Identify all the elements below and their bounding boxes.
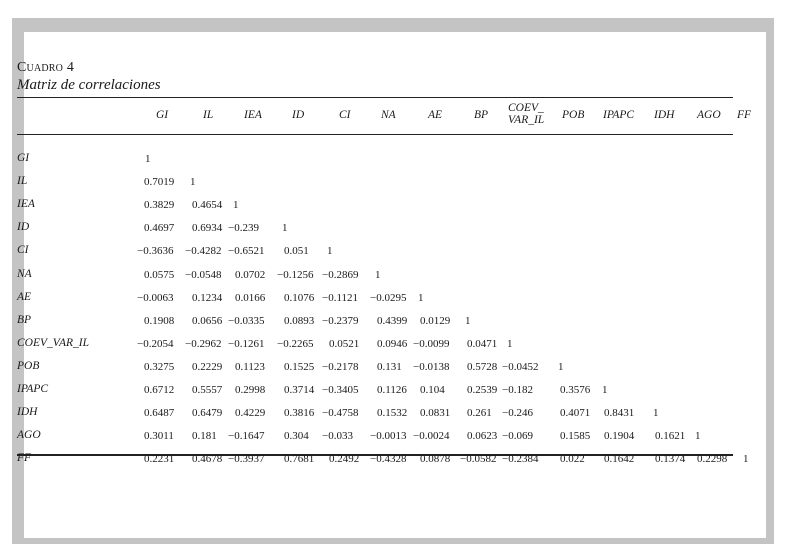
table-cell: −0.239 [228,222,259,235]
caption-number: 4 [66,60,75,75]
table-cell: 0.1234 [192,291,223,304]
table-cell: 1 [695,430,701,443]
table-cell: 0.304 [284,430,309,443]
row-label: COEV_VAR_IL [17,336,89,349]
column-header: POB [562,109,585,121]
table-cell: 0.051 [284,245,309,258]
table-cell: −0.0548 [185,268,222,281]
table-cell: 1 [282,222,288,235]
table-cell: −0.0063 [137,291,174,304]
table-cell: −0.2962 [185,337,222,350]
table-cell: −0.1647 [228,430,265,443]
table-cell: 0.0946 [377,337,408,350]
table-cell: 1 [145,153,151,165]
column-header: IEA [244,109,262,121]
caption-label-text: Cuadro [17,60,64,75]
row-label: IPAPC [17,383,49,395]
table-cell: 0.1126 [377,384,407,396]
table-cell: −0.2379 [322,314,359,327]
table-cell: 0.4399 [377,314,408,327]
table-cell: −0.0295 [370,291,407,304]
row-label: AE [17,290,32,303]
row-label: IEA [17,198,35,211]
table-cell: −0.0138 [413,360,450,373]
table-cell: 0.104 [420,384,445,396]
column-header: NA [381,109,396,121]
table-cell: 0.181 [192,430,217,443]
table-cell: 0.022 [560,453,585,466]
table-cell: −0.033 [322,430,353,443]
table-cell: 0.4071 [560,407,591,420]
table-cell: −0.2178 [322,360,359,373]
column-header: BP [474,109,489,121]
table-cell: −0.0024 [413,430,450,443]
table-cell: 1 [558,360,564,373]
column-header: IDH [654,109,675,121]
table-cell: 1 [743,453,749,466]
table-top-rule [17,97,733,98]
table-caption-label [17,60,74,76]
row-label: CI [17,244,29,257]
table-cell: −0.2054 [137,337,174,350]
table-cell: 0.1374 [655,453,686,466]
table-cell: 0.7681 [284,453,315,466]
table-cell: −0.4758 [322,407,359,420]
table-cell: 0.1532 [377,407,408,420]
table-cell: 0.2229 [192,360,223,373]
table-cell: 0.0623 [467,430,498,443]
table-cell: 0.0656 [192,314,223,327]
table-cell: 0.0831 [420,407,451,420]
column-header: IPAPC [603,109,635,121]
table-cell: −0.0013 [370,430,407,443]
table-cell: 1 [190,176,196,189]
table-cell: 1 [465,314,471,327]
table-cell: 0.5557 [192,384,223,396]
table-cell: 0.0129 [420,314,451,327]
table-cell: 0.0702 [235,268,266,281]
table-cell: 0.1908 [144,314,175,327]
table-cell: −0.2265 [277,337,314,350]
table-cell: 0.1123 [235,360,265,373]
row-label: AGO [17,429,41,442]
table-cell: −0.0582 [460,453,497,466]
table-cell: −0.1121 [322,291,359,304]
table-cell: 0.4697 [144,222,175,235]
table-cell: 0.1642 [604,453,635,466]
table-cell: 0.2998 [235,384,266,396]
table-cell: 0.1621 [655,430,686,443]
table-cell: 0.0166 [235,291,266,304]
table-cell: 1 [375,268,381,281]
table-cell: 0.3714 [284,384,315,396]
table-cell: 0.1904 [604,430,635,443]
table-cell: 1 [653,407,659,420]
column-header: FF [737,109,752,121]
table-header-rule [17,134,733,135]
table-cell: −0.0099 [413,337,450,350]
table-cell: −0.0335 [228,314,265,327]
table-cell: 1 [602,384,608,396]
table-cell: 0.3816 [284,407,315,420]
table-cell: 0.1525 [284,360,315,373]
table-cell: 0.2298 [697,453,728,466]
table-cell: −0.2384 [502,453,539,466]
table-cell: 0.7019 [144,176,175,189]
row-label: IDH [17,406,38,419]
row-label: IL [17,175,28,188]
table-cell: 0.3275 [144,360,175,373]
table-cell: −0.3937 [228,453,265,466]
table-cell: 0.3829 [144,199,175,212]
table-cell: −0.1261 [228,337,265,350]
table-cell: 0.6712 [144,384,175,396]
table-cell: 0.4654 [192,199,223,212]
table-title: Matriz de correlaciones [17,77,161,93]
row-label: NA [17,267,32,280]
table-cell: 0.2539 [467,384,498,396]
table-cell: −0.4328 [370,453,407,466]
table-cell: 1 [507,337,513,350]
table-cell: 1 [418,291,424,304]
table-cell: −0.2869 [322,268,359,281]
table-cell: 1 [327,245,333,258]
row-label: ID [17,221,30,234]
table-cell: 0.3011 [144,430,174,443]
table-cell: 0.2492 [329,453,360,466]
column-header: ID [292,109,305,121]
column-header: IL [203,109,214,121]
table-cell: 0.6934 [192,222,223,235]
row-label: POB [17,359,40,372]
table-cell: 0.0471 [467,337,498,350]
table-cell: 0.261 [467,407,492,420]
table-cell: 0.0878 [420,453,451,466]
column-header: COEV_ VAR_IL [508,102,545,126]
row-label: BP [17,313,32,326]
table-cell: 0.4678 [192,453,223,466]
table-cell: 0.0575 [144,268,175,281]
table-cell: −0.0452 [502,360,539,373]
table-cell: −0.4282 [185,245,222,258]
table-cell: 0.5728 [467,360,498,373]
table-cell: 0.2231 [144,453,175,466]
table-cell: 0.0893 [284,314,315,327]
table-cell: 0.1076 [284,291,315,304]
row-label: FF [17,452,32,465]
table-cell: −0.069 [502,430,533,443]
table-cell: 0.6487 [144,407,175,420]
table-cell: −0.3636 [137,245,174,258]
column-header: CI [339,109,351,121]
table-cell: 0.1585 [560,430,591,443]
table-cell: −0.6521 [228,245,265,258]
table-cell: −0.1256 [277,268,314,281]
row-label: GI [17,152,30,164]
table-cell: 0.3576 [560,384,591,396]
table-cell: 0.4229 [235,407,266,420]
column-header: GI [156,109,169,121]
table-cell: 1 [233,199,239,212]
column-header: AGO [697,109,721,121]
column-header: AE [428,109,443,121]
table-cell: −0.182 [502,384,533,396]
table-cell: 0.131 [377,360,402,373]
table-cell: −0.246 [502,407,533,420]
table-cell: 0.8431 [604,407,635,420]
table-cell: −0.3405 [322,384,359,396]
table-cell: 0.6479 [192,407,223,420]
table-cell: 0.0521 [329,337,360,350]
